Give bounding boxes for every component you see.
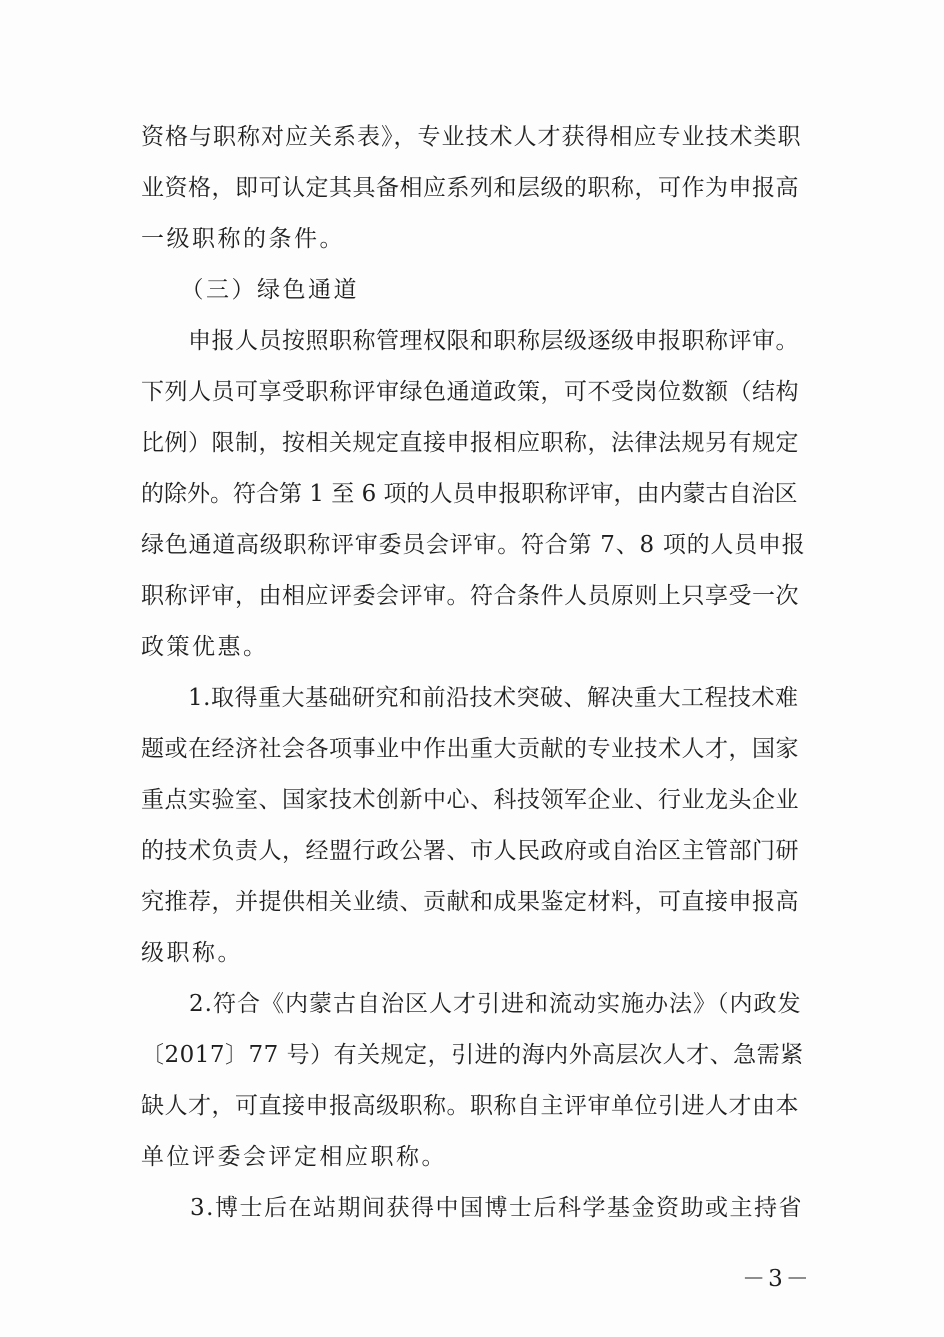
list-item-2-line: 2.符合《内蒙古自治区人才引进和流动实施办法》（内政发 xyxy=(141,991,802,1017)
text-line: 职称评审，由相应评委会评审。符合条件人员原则上只享受一次 xyxy=(141,583,799,609)
text-line: 比例）限制，按相关规定直接申报相应职称，法律法规另有规定 xyxy=(141,430,799,456)
text-line: 级职称。 xyxy=(141,940,243,966)
text-line: 重点实验室、国家技术创新中心、科技领军企业、行业龙头企业 xyxy=(141,787,799,813)
text-line: 申报人员按照职称管理权限和职称层级逐级申报职称评审。 xyxy=(141,328,799,354)
section-heading: （三）绿色通道 xyxy=(141,277,359,303)
page-number: －3－ xyxy=(742,1266,812,1292)
text-line: 政策优惠。 xyxy=(141,634,269,660)
body-text xyxy=(141,112,805,1234)
text-line: 的技术负责人，经盟行政公署、市人民政府或自治区主管部门研 xyxy=(141,838,799,864)
text-line: 绿色通道高级职称评审委员会评审。符合第 7、8 项的人员申报 xyxy=(141,532,806,558)
text-line: 〔2017〕77 号）有关规定，引进的海内外高层次人才、急需紧 xyxy=(141,1042,804,1068)
text-line: 题或在经济社会各项事业中作出重大贡献的专业技术人才，国家 xyxy=(141,736,799,762)
text-line: 一级职称的条件。 xyxy=(141,226,345,252)
text-line: 下列人员可享受职称评审绿色通道政策，可不受岗位数额（结构 xyxy=(141,379,799,405)
list-item-1-line: 1.取得重大基础研究和前沿技术突破、解决重大工程技术难 xyxy=(141,685,799,711)
text-line: 资格与职称对应关系表》，专业技术人才获得相应专业技术类职 xyxy=(141,124,802,150)
text-line: 缺人才，可直接申报高级职称。职称自主评审单位引进人才由本 xyxy=(141,1093,799,1119)
list-item-3-line: 3.博士后在站期间获得中国博士后科学基金资助或主持省 xyxy=(141,1195,803,1221)
text-line: 究推荐，并提供相关业绩、贡献和成果鉴定材料，可直接申报高 xyxy=(141,889,799,915)
text-line: 单位评委会评定相应职称。 xyxy=(141,1144,447,1170)
text-line: 业资格，即可认定其具备相应系列和层级的职称，可作为申报高 xyxy=(141,175,799,201)
text-line: 的除外。符合第 1 至 6 项的人员申报职称评审，由内蒙古自治区 xyxy=(141,481,798,507)
